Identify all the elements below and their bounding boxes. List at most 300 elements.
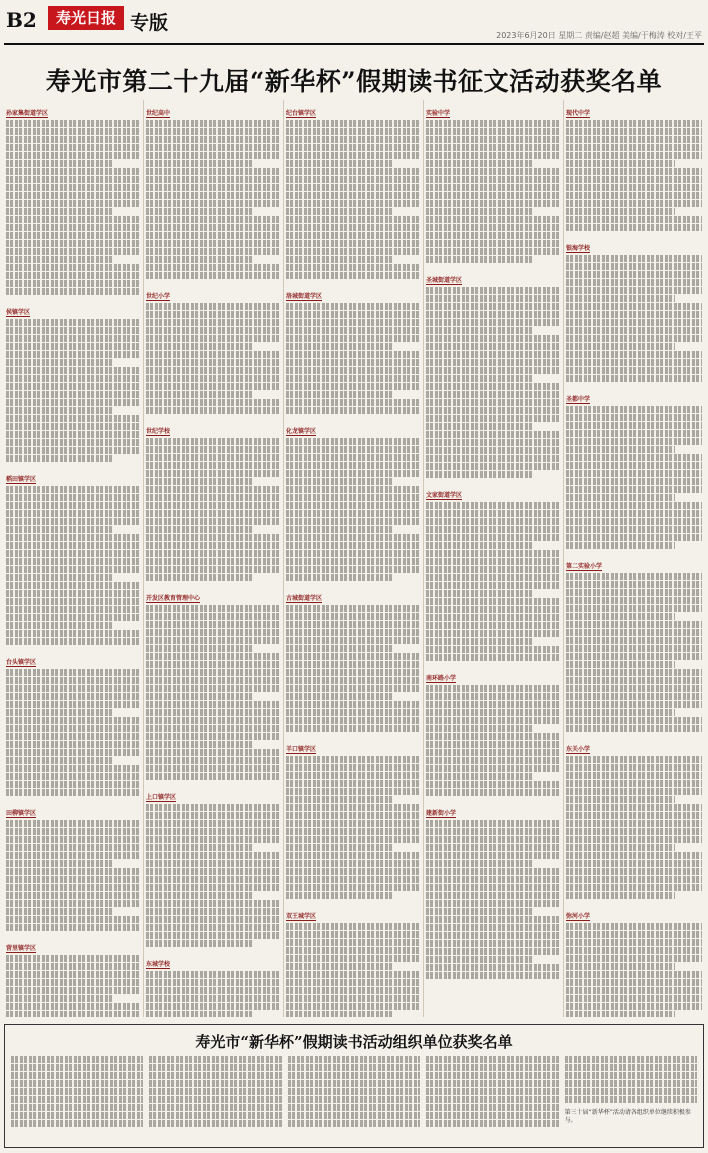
winner-line bbox=[426, 789, 561, 796]
winner-line bbox=[6, 955, 141, 962]
winner-line bbox=[6, 288, 141, 295]
winner-line bbox=[286, 470, 421, 477]
school-block bbox=[566, 903, 702, 1017]
winner-line bbox=[426, 144, 561, 151]
winner-line bbox=[566, 852, 702, 859]
winner-line bbox=[6, 693, 141, 700]
winner-line bbox=[426, 836, 561, 843]
newspaper-logo: 寿光日报 bbox=[48, 6, 124, 30]
winner-line bbox=[426, 216, 561, 223]
winner-line bbox=[6, 622, 114, 629]
winner-line bbox=[566, 446, 675, 453]
winner-line bbox=[566, 311, 702, 318]
winner-line bbox=[286, 391, 394, 398]
winner-line bbox=[286, 216, 421, 223]
winner-line bbox=[286, 645, 394, 652]
winner-line bbox=[426, 924, 561, 931]
winner-line bbox=[566, 581, 702, 588]
winner-line bbox=[146, 908, 281, 915]
winner-line bbox=[146, 446, 281, 453]
winner-line bbox=[566, 884, 702, 891]
winner-line bbox=[6, 916, 141, 923]
winner-line bbox=[426, 256, 534, 263]
winner-line bbox=[286, 836, 421, 843]
winner-line bbox=[566, 462, 702, 469]
organizer-line bbox=[149, 1088, 281, 1095]
winner-line bbox=[286, 621, 421, 628]
winner-line bbox=[6, 820, 141, 827]
winner-line bbox=[6, 526, 114, 533]
winner-line bbox=[286, 701, 421, 708]
winner-line bbox=[566, 526, 702, 533]
winner-line bbox=[6, 638, 141, 645]
winner-line bbox=[426, 781, 561, 788]
winner-line bbox=[146, 367, 281, 374]
school-block bbox=[286, 903, 421, 1017]
winner-line bbox=[286, 128, 421, 135]
winner-line bbox=[426, 733, 561, 740]
winner-line bbox=[566, 494, 675, 501]
organizer-column bbox=[565, 1055, 697, 1143]
winner-line bbox=[426, 534, 561, 541]
winner-line bbox=[146, 1003, 281, 1010]
school-heading: 侯镇学区 bbox=[6, 309, 31, 316]
winner-line bbox=[146, 677, 281, 684]
winner-line bbox=[146, 868, 281, 875]
winner-line bbox=[566, 263, 702, 270]
winner-line bbox=[6, 152, 141, 159]
winner-line bbox=[146, 669, 281, 676]
winner-line bbox=[566, 939, 702, 946]
winner-line bbox=[566, 375, 702, 382]
winner-line bbox=[286, 669, 421, 676]
winner-line bbox=[6, 383, 141, 390]
organizer-line bbox=[149, 1104, 281, 1111]
organizer-line bbox=[149, 1120, 281, 1127]
winner-line bbox=[146, 478, 254, 485]
school-heading: 第二实验小学 bbox=[566, 563, 603, 570]
school-heading: 纪台镇学区 bbox=[286, 110, 317, 117]
winner-line bbox=[6, 431, 141, 438]
winner-line bbox=[426, 741, 561, 748]
winner-line bbox=[426, 391, 561, 398]
winner-line bbox=[146, 383, 281, 390]
winner-line bbox=[146, 685, 281, 692]
winner-line bbox=[566, 709, 675, 716]
winner-line bbox=[566, 844, 675, 851]
winner-line bbox=[286, 892, 394, 899]
winner-line bbox=[426, 463, 561, 470]
winner-line bbox=[146, 733, 281, 740]
winner-line bbox=[286, 462, 421, 469]
winner-line bbox=[426, 725, 534, 732]
winner-line bbox=[286, 868, 421, 875]
winner-line bbox=[566, 335, 702, 342]
organizer-line bbox=[426, 1120, 558, 1127]
winner-line bbox=[426, 749, 561, 756]
winner-line bbox=[286, 168, 421, 175]
organizer-line bbox=[11, 1088, 143, 1095]
winner-line bbox=[286, 637, 421, 644]
winner-line bbox=[566, 303, 702, 310]
winner-line bbox=[426, 455, 561, 462]
winner-line bbox=[566, 756, 702, 763]
organizer-line bbox=[426, 1112, 558, 1119]
school-heading: 孙家集街道学区 bbox=[6, 110, 49, 117]
school-block bbox=[6, 100, 141, 295]
winner-line bbox=[566, 454, 702, 461]
winner-line bbox=[146, 136, 281, 143]
school-block bbox=[566, 553, 702, 732]
winner-line bbox=[566, 661, 675, 668]
winner-line bbox=[146, 940, 254, 947]
winner-line bbox=[566, 892, 675, 899]
winner-line bbox=[146, 248, 281, 255]
winner-line bbox=[286, 208, 394, 215]
school-heading: 世纪小学 bbox=[146, 293, 171, 300]
winner-line bbox=[286, 820, 421, 827]
winner-line bbox=[146, 558, 281, 565]
organizer-line bbox=[288, 1088, 420, 1095]
winner-line bbox=[426, 439, 561, 446]
winner-line bbox=[566, 422, 702, 429]
winner-line bbox=[566, 717, 702, 724]
organizer-line bbox=[426, 1104, 558, 1111]
winner-line bbox=[286, 860, 421, 867]
winner-line bbox=[566, 486, 702, 493]
winner-line bbox=[566, 677, 702, 684]
school-block bbox=[426, 482, 561, 661]
winner-line bbox=[566, 995, 702, 1002]
winner-line bbox=[426, 582, 561, 589]
winner-line bbox=[426, 343, 561, 350]
organizer-line bbox=[11, 1056, 143, 1063]
winner-line bbox=[146, 375, 281, 382]
winner-line bbox=[286, 852, 421, 859]
winner-line bbox=[286, 327, 421, 334]
winner-line bbox=[146, 828, 281, 835]
winner-line bbox=[286, 804, 421, 811]
winner-line bbox=[6, 327, 141, 334]
winner-line bbox=[146, 757, 281, 764]
winner-line bbox=[566, 279, 702, 286]
winner-line bbox=[426, 773, 534, 780]
winner-line bbox=[566, 120, 702, 127]
winner-line bbox=[286, 192, 421, 199]
winner-line bbox=[146, 621, 281, 628]
winner-line bbox=[6, 351, 141, 358]
winner-line bbox=[426, 590, 534, 597]
organizer-column bbox=[149, 1055, 281, 1143]
winner-line bbox=[426, 566, 561, 573]
winner-line bbox=[566, 287, 702, 294]
organizer-column bbox=[288, 1055, 420, 1143]
winner-line bbox=[6, 455, 114, 462]
winner-line bbox=[426, 884, 561, 891]
winner-line bbox=[426, 630, 561, 637]
winner-line bbox=[146, 462, 281, 469]
winner-line bbox=[6, 423, 141, 430]
winner-line bbox=[6, 510, 141, 517]
winner-line bbox=[146, 629, 281, 636]
organizer-line bbox=[149, 1080, 281, 1087]
winner-line bbox=[6, 232, 141, 239]
winner-line bbox=[6, 335, 141, 342]
winner-line bbox=[6, 844, 141, 851]
organizer-line bbox=[149, 1112, 281, 1119]
winner-line bbox=[146, 256, 254, 263]
school-block bbox=[286, 585, 421, 732]
winner-line bbox=[566, 685, 702, 692]
winner-line bbox=[426, 868, 561, 875]
winner-line bbox=[566, 597, 702, 604]
school-block bbox=[566, 386, 702, 549]
school-block bbox=[146, 100, 281, 279]
winner-line bbox=[426, 526, 561, 533]
winner-line bbox=[426, 964, 561, 971]
winner-line bbox=[566, 876, 702, 883]
winner-line bbox=[426, 375, 534, 382]
winner-line bbox=[566, 136, 702, 143]
winner-line bbox=[426, 757, 561, 764]
winner-line bbox=[566, 438, 702, 445]
winner-line bbox=[566, 192, 702, 199]
winner-line bbox=[6, 701, 141, 708]
school-block bbox=[6, 299, 141, 462]
winner-line bbox=[146, 128, 281, 135]
winner-line bbox=[566, 359, 702, 366]
winner-line bbox=[286, 272, 421, 279]
winner-line bbox=[6, 256, 114, 263]
winner-line bbox=[286, 383, 421, 390]
winner-line bbox=[286, 319, 421, 326]
winner-line bbox=[426, 208, 534, 215]
winner-line bbox=[146, 773, 281, 780]
winner-line bbox=[146, 391, 254, 398]
winner-line bbox=[426, 709, 561, 716]
winner-line bbox=[286, 653, 421, 660]
organizer-column bbox=[426, 1055, 558, 1143]
winner-line bbox=[146, 144, 281, 151]
winner-line bbox=[146, 709, 281, 716]
winner-line bbox=[6, 995, 114, 1002]
winner-line bbox=[426, 606, 561, 613]
winner-line bbox=[286, 955, 421, 962]
school-block bbox=[286, 283, 421, 414]
winner-line bbox=[286, 160, 394, 167]
winner-line bbox=[286, 605, 421, 612]
organizer-line bbox=[11, 1080, 143, 1087]
winner-line bbox=[146, 526, 254, 533]
winner-line bbox=[566, 796, 675, 803]
organizer-line bbox=[149, 1096, 281, 1103]
winner-line bbox=[286, 438, 421, 445]
winner-line bbox=[426, 852, 561, 859]
organizer-line bbox=[565, 1080, 697, 1087]
winner-line bbox=[146, 812, 281, 819]
winner-line bbox=[286, 931, 421, 938]
winner-line bbox=[146, 701, 281, 708]
winner-line bbox=[146, 232, 281, 239]
school-block bbox=[6, 466, 141, 645]
school-block bbox=[426, 267, 561, 478]
winner-line bbox=[6, 987, 141, 994]
winner-line bbox=[566, 979, 702, 986]
winner-line bbox=[426, 327, 534, 334]
winner-line bbox=[426, 423, 534, 430]
winner-line bbox=[566, 208, 675, 215]
winner-line bbox=[566, 160, 675, 167]
winner-line bbox=[426, 136, 561, 143]
winner-line bbox=[426, 335, 561, 342]
winner-line bbox=[286, 494, 421, 501]
winner-line bbox=[286, 367, 421, 374]
winner-line bbox=[286, 558, 421, 565]
organizer-award-box bbox=[4, 1024, 704, 1148]
organizer-line bbox=[149, 1072, 281, 1079]
school-block bbox=[286, 736, 421, 899]
organizer-line bbox=[565, 1064, 697, 1071]
winner-line bbox=[146, 407, 281, 414]
winner-line bbox=[146, 176, 281, 183]
winner-line bbox=[566, 804, 702, 811]
winner-line bbox=[6, 979, 141, 986]
winner-line bbox=[286, 756, 421, 763]
winner-line bbox=[6, 359, 114, 366]
school-heading: 建新街小学 bbox=[426, 810, 457, 817]
winner-line bbox=[6, 908, 114, 915]
winner-line bbox=[6, 192, 141, 199]
organizer-line bbox=[426, 1064, 558, 1071]
school-block bbox=[6, 649, 141, 796]
winner-line bbox=[146, 613, 281, 620]
school-heading: 圣城街道学区 bbox=[426, 277, 463, 284]
winner-line bbox=[146, 852, 281, 859]
school-heading: 化龙镇学区 bbox=[286, 428, 317, 435]
school-block bbox=[146, 585, 281, 780]
winner-line bbox=[286, 502, 421, 509]
winner-line bbox=[6, 765, 141, 772]
winner-line bbox=[146, 876, 281, 883]
winner-line bbox=[286, 399, 421, 406]
winner-line bbox=[426, 828, 561, 835]
school-heading: 双王城学区 bbox=[286, 913, 317, 920]
winner-line bbox=[426, 359, 561, 366]
winner-line bbox=[426, 407, 561, 414]
school-block bbox=[566, 100, 702, 231]
winner-line bbox=[286, 780, 421, 787]
winner-line bbox=[6, 319, 141, 326]
winner-line bbox=[146, 717, 281, 724]
school-heading: 洛城街道学区 bbox=[286, 293, 323, 300]
winner-line bbox=[6, 781, 141, 788]
winner-line bbox=[6, 200, 141, 207]
winner-line bbox=[6, 168, 141, 175]
winner-line bbox=[6, 757, 114, 764]
winner-line bbox=[286, 947, 421, 954]
winner-line bbox=[146, 932, 281, 939]
winner-line bbox=[426, 860, 534, 867]
winner-line bbox=[426, 248, 561, 255]
organizer-line bbox=[288, 1120, 420, 1127]
winner-line bbox=[146, 741, 254, 748]
school-heading: 古城街道学区 bbox=[286, 595, 323, 602]
winner-line bbox=[6, 375, 141, 382]
winner-line bbox=[426, 908, 534, 915]
winner-line bbox=[426, 876, 561, 883]
winner-line bbox=[566, 343, 675, 350]
winner-line bbox=[146, 924, 281, 931]
winner-line bbox=[6, 852, 141, 859]
winner-line bbox=[286, 478, 394, 485]
winner-line bbox=[566, 860, 702, 867]
winner-line bbox=[566, 271, 702, 278]
winner-line bbox=[146, 208, 254, 215]
winner-line bbox=[286, 232, 421, 239]
winner-line bbox=[286, 526, 394, 533]
winner-line bbox=[6, 184, 141, 191]
winner-line bbox=[146, 192, 281, 199]
winner-line bbox=[566, 820, 702, 827]
winner-line bbox=[566, 780, 702, 787]
winner-line bbox=[426, 184, 561, 191]
organizer-line bbox=[11, 1104, 143, 1111]
winner-line bbox=[6, 216, 141, 223]
winner-line bbox=[286, 709, 421, 716]
winner-line bbox=[146, 335, 281, 342]
winner-line bbox=[6, 606, 141, 613]
winner-line bbox=[286, 764, 421, 771]
winner-line bbox=[426, 128, 561, 135]
winner-line bbox=[6, 391, 141, 398]
winner-line bbox=[6, 144, 141, 151]
winner-line bbox=[426, 717, 561, 724]
list-column bbox=[564, 100, 704, 1017]
winner-line bbox=[6, 630, 141, 637]
winner-line bbox=[286, 311, 421, 318]
organizer-award-columns bbox=[11, 1055, 697, 1143]
winner-line bbox=[146, 399, 281, 406]
organizer-line bbox=[11, 1064, 143, 1071]
winner-line bbox=[566, 542, 675, 549]
school-block bbox=[146, 283, 281, 414]
winner-line bbox=[426, 232, 561, 239]
page-header bbox=[0, 0, 708, 40]
winner-line bbox=[286, 248, 421, 255]
winner-line bbox=[286, 685, 421, 692]
winner-line bbox=[6, 598, 141, 605]
winner-line bbox=[146, 454, 281, 461]
winner-line bbox=[286, 884, 421, 891]
school-block bbox=[426, 665, 561, 796]
winner-line bbox=[286, 844, 394, 851]
winner-line bbox=[6, 447, 141, 454]
organizer-line bbox=[288, 1064, 420, 1071]
winner-line bbox=[6, 399, 141, 406]
winner-line bbox=[426, 558, 561, 565]
winner-line bbox=[566, 128, 702, 135]
winner-line bbox=[566, 868, 702, 875]
winner-line bbox=[6, 534, 141, 541]
school-block bbox=[566, 235, 702, 382]
winner-line bbox=[6, 407, 114, 414]
winner-line bbox=[146, 605, 281, 612]
winner-line bbox=[426, 311, 561, 318]
winner-line bbox=[286, 136, 421, 143]
organizer-line bbox=[11, 1072, 143, 1079]
closing-note: 第三十届“新华杯”活动请各组织单位继续积极参与。 bbox=[564, 1109, 691, 1124]
winner-line bbox=[286, 574, 394, 581]
